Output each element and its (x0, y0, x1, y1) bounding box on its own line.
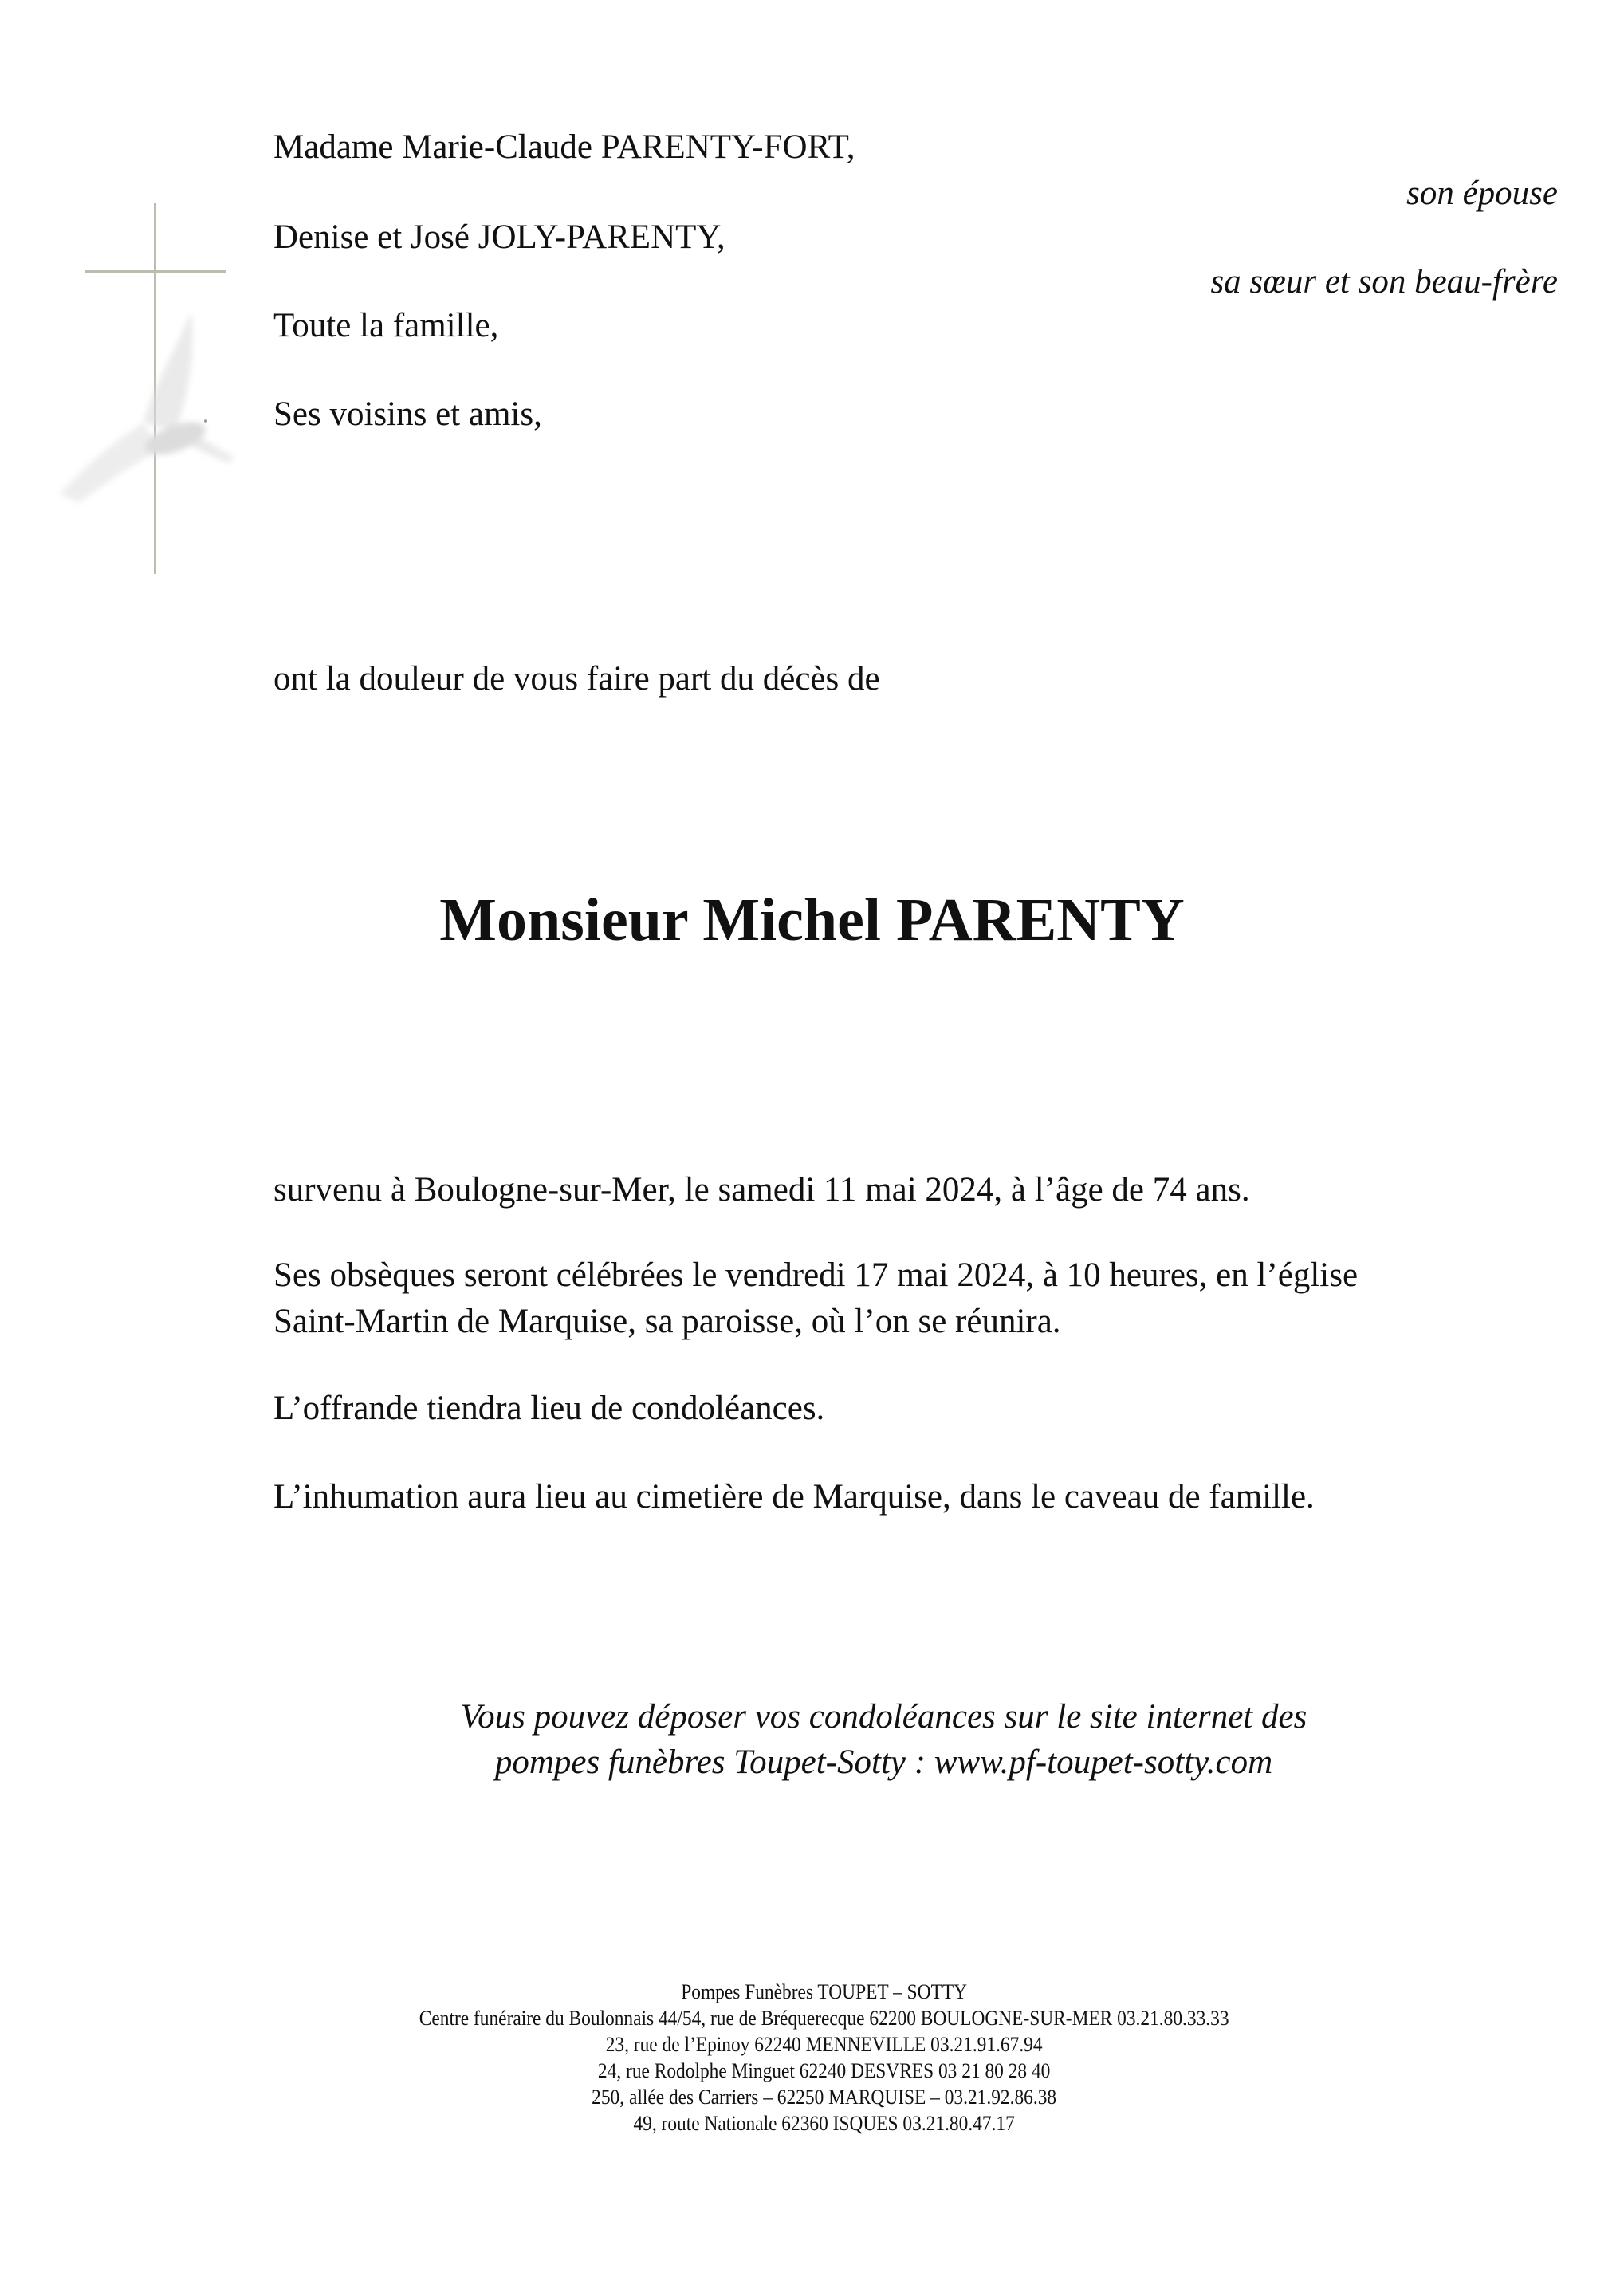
family-member-4: Ses voisins et amis, (273, 395, 542, 433)
footer-line: 49, route Nationale 62360 ISQUES 03.21.80.47.17 (633, 2112, 1015, 2135)
footer-line: 24, rue Rodolphe Minguet 62240 DESVRES 03 21 80 28 40 (597, 2059, 1051, 2082)
cross-icon-bar (85, 270, 226, 273)
family-member-2: Denise et José JOLY-PARENTY, (273, 218, 725, 256)
family-member-3: Toute la famille, (273, 307, 499, 344)
relation-1: son épouse (1406, 175, 1558, 212)
deceased-name: Monsieur Michel PARENTY (439, 887, 1185, 953)
family-member-1: Madame Marie-Claude PARENTY-FORT, (273, 128, 855, 166)
body-line: Ses obsèques seront célébrées le vendredi 17 mai 2024, à 10 heures, en l’église (273, 1256, 1359, 1294)
footer-line: 250, allée des Carriers – 62250 MARQUISE – 03.21.92.86.38 (592, 2086, 1057, 2109)
body-line: survenu à Boulogne-sur-Mer, le samedi 11 mai 2024, à l’âge de 74 ans. (273, 1171, 1250, 1209)
footer-line: Centre funéraire du Boulonnais 44/54, rue de Bréquerecque 62200 BOULOGNE-SUR-MER 03.21.80.33.33 (419, 2007, 1229, 2030)
body-line: L’offrande tiendra lieu de condoléances. (273, 1390, 825, 1427)
body-line: Saint-Martin de Marquise, sa paroisse, où l’on se réunira. (273, 1303, 1061, 1340)
footer-line: Pompes Funèbres TOUPET – SOTTY (681, 1980, 968, 2003)
relation-2: sa sœur et son beau-frère (1210, 263, 1558, 301)
condolences-line: Vous pouvez déposer vos condoléances sur le site internet des (460, 1698, 1307, 1736)
condolences-line: pompes funèbres Toupet-Sotty : www.pf-toupet-sotty.com (494, 1744, 1273, 1781)
body-line: L’inhumation aura lieu au cimetière de Marquise, dans le caveau de famille. (273, 1478, 1315, 1516)
footer-line: 23, rue de l’Epinoy 62240 MENNEVILLE 03.21.91.67.94 (605, 2033, 1043, 2056)
dove-icon (56, 303, 239, 518)
intro-text: ont la douleur de vous faire part du décès de (273, 660, 880, 698)
